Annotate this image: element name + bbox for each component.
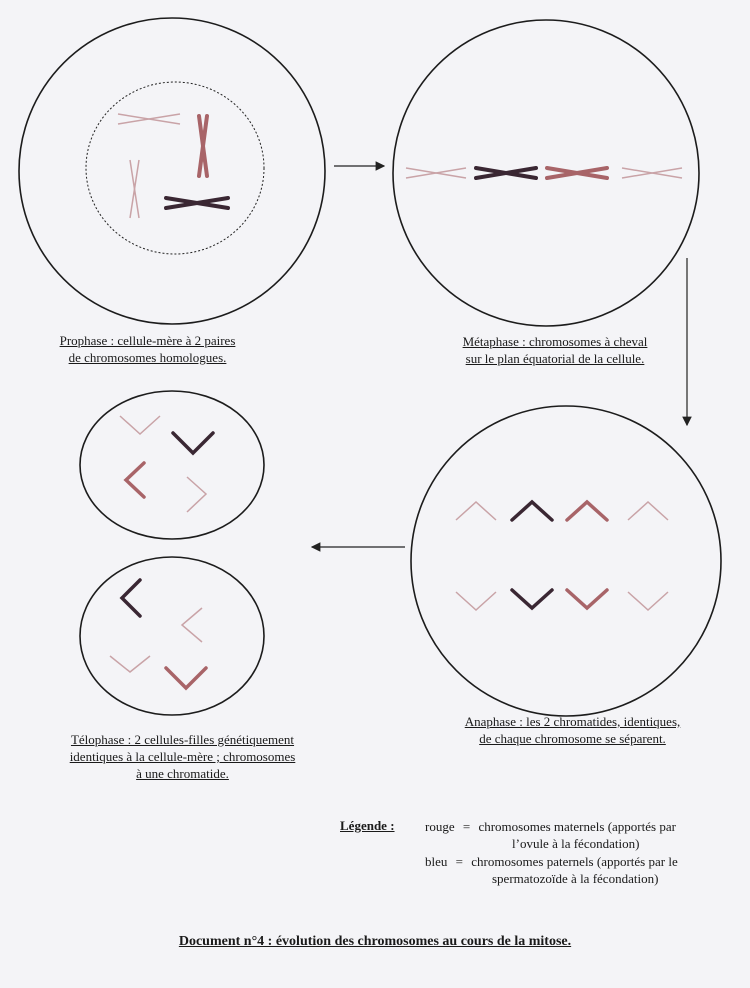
legend-red-desc-1: chromosomes maternels (apportés par [478,819,676,834]
legend-blue-row-2: spermatozoïde à la fécondation) [492,871,659,886]
metaphase-caption [420,333,690,367]
metaphase-caption-line1: Métaphase : chromosomes à cheval [462,334,648,349]
telophase-caption-line1: Télophase : 2 cellules-filles génétiquement [70,732,295,747]
anaphase-caption-line2: de chaque chromosome se séparent. [479,731,666,746]
chromatid-t2-3 [110,656,150,672]
chromatid-up-2 [512,502,552,520]
chromosome-maternal-light-3 [406,168,466,178]
anaphase-cell [411,406,721,716]
chromatid-down-3 [567,590,607,608]
chromatid-t2-4 [166,668,206,688]
legend-blue-term: bleu [425,854,448,869]
chromatid-t1-2 [173,433,213,453]
chromatid-down-4 [628,592,668,610]
chromatid-t2-2 [182,608,202,642]
legend-red-equals: = [462,819,471,834]
metaphase-cell [393,20,699,326]
legend-blue-row [425,853,678,870]
prophase-caption [20,332,275,366]
chromosome-maternal-light-4 [622,168,682,178]
chromosome-maternal-light-1 [118,114,180,124]
chromosome-maternal-1 [199,116,207,176]
metaphase-caption-line2: sur le plan équatorial de la cellule. [465,351,645,366]
prophase-cell [19,18,325,324]
prophase-caption-line2: de chromosomes homologues. [68,350,227,365]
legend-blue-equals: = [455,854,463,869]
legend-blue-desc-1: chromosomes paternels (apportés par le [471,854,678,869]
telophase-caption-line2: identiques à la cellule-mère ; chromosomes [69,749,296,764]
anaphase-caption [430,713,715,747]
telophase-caption [30,731,335,782]
chromosome-paternal-1 [166,198,228,208]
legend-red-row [425,818,676,835]
chromatid-up-4 [628,502,668,520]
chromatid-t2-1 [122,580,140,616]
anaphase-caption-line1: Anaphase : les 2 chromatides, identiques, [464,714,681,729]
chromatid-t1-3 [126,463,144,497]
chromatid-t1-4 [187,477,206,512]
telophase-daughter-cell-1 [80,391,264,539]
legend-red-row-2: l’ovule à la fécondation) [512,836,640,851]
chromatid-t1-1 [120,416,160,434]
telophase-daughter-cell-2 [80,557,264,715]
chromatid-up-3 [567,502,607,520]
chromatid-up-1 [456,502,496,520]
chromosome-maternal-light-2 [130,160,139,218]
chromatid-down-1 [456,592,496,610]
chromosome-paternal-2 [476,168,536,178]
legend-red-term: rouge [425,819,455,834]
prophase-caption-line1: Prophase : cellule-mère à 2 paires [59,333,236,348]
legend-title: Légende : [340,818,395,833]
telophase-caption-line3: à une chromatide. [136,766,229,781]
nuclear-envelope [86,82,264,254]
document-title: Document n°4 : évolution des chromosomes au cours de la mitose. [178,934,572,949]
chromosome-maternal-2 [547,168,607,178]
chromatid-down-2 [512,590,552,608]
